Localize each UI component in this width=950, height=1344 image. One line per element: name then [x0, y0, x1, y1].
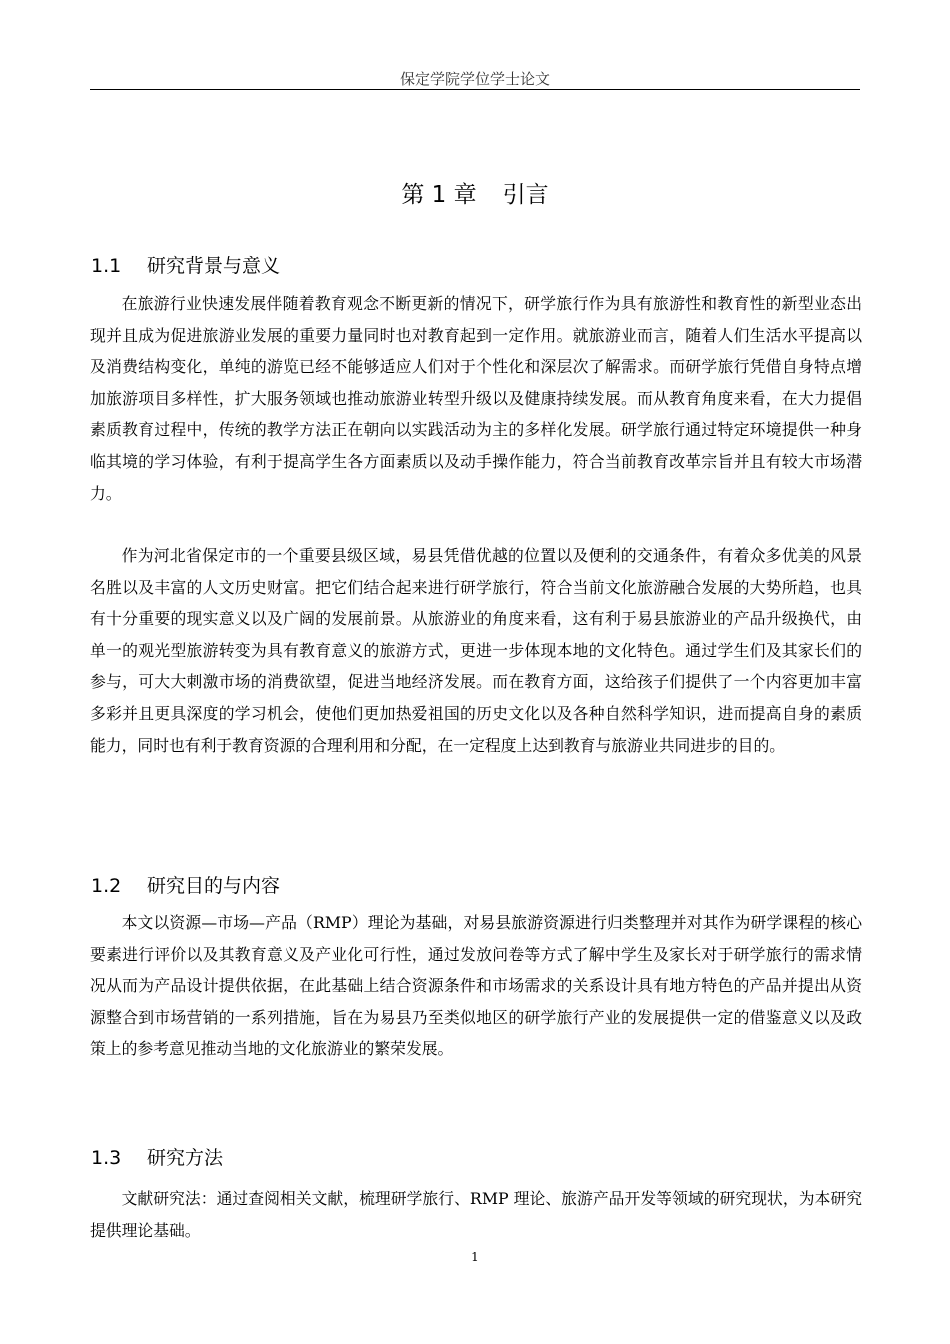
chapter-number: 第 1 章 [401, 182, 477, 208]
section-title: 研究方法 [147, 1147, 224, 1169]
body-paragraph: 文献研究法：通过查阅相关文献，梳理研学旅行、RMP 理论、旅游产品开发等领域的研究现状，为本研究提供理论基础。 [90, 1189, 862, 1240]
section-heading [91, 252, 280, 280]
section-number: 1.2 [91, 875, 122, 897]
section-heading [91, 1144, 223, 1172]
header-divider [90, 89, 860, 90]
section-number: 1.1 [91, 255, 122, 277]
body-paragraph: 作为河北省保定市的一个重要县级区域，易县凭借优越的位置以及便利的交通条件，有着众多优美的风景名胜以及丰富的人文历史财富。把它们结合起来进行研学旅行，符合当前文化旅游融合发展的大势所趋，也具有十分重要的现实意义以及广阔的发展前景。从旅游业的角度来看，这有利于易县旅游业的产品升级换代，由单一的观光型旅游转变为具有教育意义的旅游方式，更进一步体现本地的文化特色。通过学生们及其家长们的参与，可大大刺激市场的消费欲望，促进当地经济发展。而在教育方面，这给孩子们提供了一个内容更加丰富多彩并且更具深度的学习机会，使他们更加热爱祖国的历史文化以及各种自然科学知识，进而提高自身的素质能力，同时也有利于教育资源的合理利用和分配，在一定程度上达到教育与旅游业共同进步的目的。 [90, 546, 862, 755]
chapter-title [0, 179, 950, 211]
section-heading [91, 872, 280, 900]
section-title: 研究目的与内容 [147, 875, 281, 897]
chapter-name: 引言 [502, 182, 549, 208]
page-number: 1 [471, 1250, 479, 1264]
body-paragraph: 本文以资源—市场—产品（RMP）理论为基础，对易县旅游资源进行归类整理并对其作为研学课程的核心要素进行评价以及其教育意义及产业化可行性，通过发放问卷等方式了解中学生及家长对于研学旅行的需求情况从而为产品设计提供依据，在此基础上结合资源条件和市场需求的关系设计具有地方特色的产品并提出从资源整合到市场营销的一系列措施，旨在为易县乃至类似地区的研学旅行产业的发展提供一定的借鉴意义以及政策上的参考意见推动当地的文化旅游业的繁荣发展。 [90, 913, 862, 1059]
section-number: 1.3 [91, 1147, 122, 1169]
header-title: 保定学院学位学士论文 [399, 70, 550, 88]
body-paragraph: 在旅游行业快速发展伴随着教育观念不断更新的情况下，研学旅行作为具有旅游性和教育性的新型业态出现并且成为促进旅游业发展的重要力量同时也对教育起到一定作用。就旅游业而言，随着人们生活水平提高以及消费结构变化，单纯的游览已经不能够适应人们对于个性化和深层次了解需求。而研学旅行凭借自身特点增加旅游项目多样性，扩大服务领域也推动旅游业转型升级以及健康持续发展。而从教育角度来看，在大力提倡素质教育过程中，传统的教学方法正在朝向以实践活动为主的多样化发展。研学旅行通过特定环境提供一种身临其境的学习体验，有利于提高学生各方面素质以及动手操作能力，符合当前教育改革宗旨并且有较大市场潜力。 [90, 294, 862, 503]
section-title: 研究背景与意义 [147, 255, 281, 277]
